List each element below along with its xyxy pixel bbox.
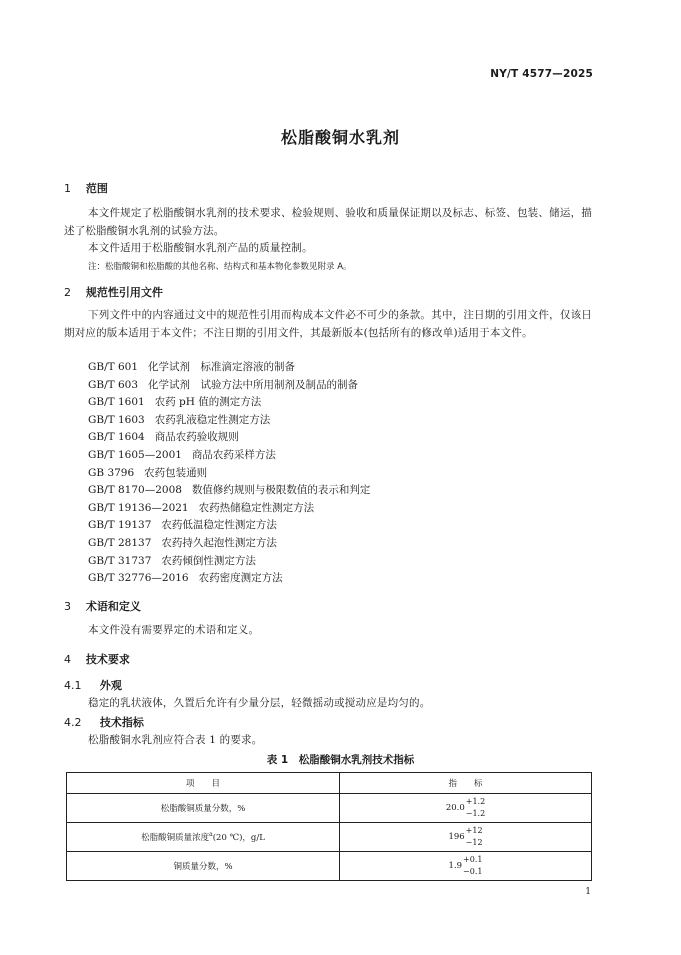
reference-item: GB/T 1601 农药 pH 值的测定方法 [88,396,262,409]
reference-item: GB/T 31737 农药倾倒性测定方法 [88,554,256,567]
section-title: 术语和定义 [85,600,141,613]
table-row [67,794,592,823]
table-cell-item: 铜质量分数，% [67,852,340,881]
reference-item: GB/T 601 化学试剂 标准滴定溶液的制备 [88,361,296,373]
reference-item: GB/T 8170—2008 数值修约规则与极限数值的表示和判定 [88,484,371,497]
section-title: 技术要求 [85,653,130,666]
subsection-heading-appearance [64,677,122,693]
technical-indicators-table [66,772,592,881]
value-minus-tolerance: −0.1 [463,867,483,876]
table-header-row [67,773,592,794]
standard-number: NY/T 4577—2025 [490,68,593,80]
table-row [67,823,592,852]
reference-item: GB/T 1604 商品农药验收规则 [88,431,239,444]
reference-item: GB/T 32776—2016 农药密度测定方法 [88,572,283,585]
table-caption: 表 1 松脂酸铜水乳剂技术指标 [266,754,415,766]
reference-item: GB/T 603 化学试剂 试验方法中所用制剂及制品的制备 [88,378,359,391]
page-number: 1 [585,887,591,897]
subsection-heading-technical-indicators [64,714,144,730]
table-cell-value [340,794,592,823]
reference-item: GB/T 19136—2021 农药热储稳定性测定方法 [88,501,315,514]
reference-item: GB/T 19137 农药低温稳定性测定方法 [88,519,277,532]
document-title: 松脂酸铜水乳剂 [280,128,400,147]
table-header-value: 指 标 [340,773,592,794]
section-heading-terms [64,598,141,614]
scope-paragraph-1: 本文件规定了松脂酸铜水乳剂的技术要求、检验规则、验收和质量保证期以及标志、标签、包装、储运，描述了松脂酸铜水乳剂的试验方法。 [64,207,592,237]
table-cell-item: 松脂酸铜质量浓度$^a$(20 ℃)，g/L [67,823,340,852]
section-number: 3 [64,600,71,613]
section-number: 2 [64,286,71,299]
terms-paragraph: 本文件没有需要界定的术语和定义。 [88,624,260,636]
reference-item: GB/T 1605—2001 商品农药采样方法 [88,449,276,461]
subsection-title: 外观 [99,679,122,692]
value-base: 1.9 [448,861,463,871]
table-cell-item: 松脂酸铜质量分数，% [67,794,340,823]
scope-note: 注：松脂酸铜和松脂酸的其他名称、结构式和基本物化参数见附录 A。 [88,262,352,272]
value-minus-tolerance: −1.2 [465,809,486,818]
value-base: 20.0 [445,803,465,813]
section-heading-technical-requirements [64,651,130,667]
footnote-marker: a [209,831,213,839]
technical-indicators-paragraph: 松脂酸铜水乳剂应符合表 1 的要求。 [88,734,263,746]
section-title: 规范性引用文件 [85,286,163,299]
value-base: 196 [448,832,465,842]
table-cell-value [340,823,592,852]
reference-item: GB 3796 农药包装通则 [88,466,208,479]
scope-paragraph-2: 本文件适用于松脂酸铜水乳剂产品的质量控制。 [88,242,313,254]
subsection-title: 技术指标 [99,716,144,729]
subsection-number: 4.1 [64,679,82,692]
section-number: 1 [64,182,71,195]
table-header-item: 项 目 [67,773,340,794]
reference-item: GB/T 28137 农药持久起泡性测定方法 [88,537,277,549]
reference-item: GB/T 1603 农药乳液稳定性测定方法 [88,413,271,426]
subsection-number: 4.2 [64,716,82,729]
value-plus-tolerance: +0.1 [463,855,483,864]
section-title: 范围 [85,182,108,195]
section-heading-scope [64,180,108,196]
value-plus-tolerance: +1.2 [465,797,486,806]
table-row [67,852,592,881]
value-plus-tolerance: +12 [465,826,483,835]
section-heading-normative-references [64,284,163,300]
appearance-paragraph: 稳定的乳状液体，久置后允许有少量分层，轻微摇动或搅动应是均匀的。 [88,697,431,709]
table-cell-value [340,852,592,881]
value-minus-tolerance: −12 [465,838,483,847]
section-number: 4 [64,653,71,666]
references-intro-paragraph: 下列文件中的内容通过文中的规范性引用而构成本文件必不可少的条款。其中，注日期的引用文件，仅该日期对应的版本适用于本文件；不注日期的引用文件，其最新版本(包括所有的修改单)适用于本文件。 [64,309,592,339]
